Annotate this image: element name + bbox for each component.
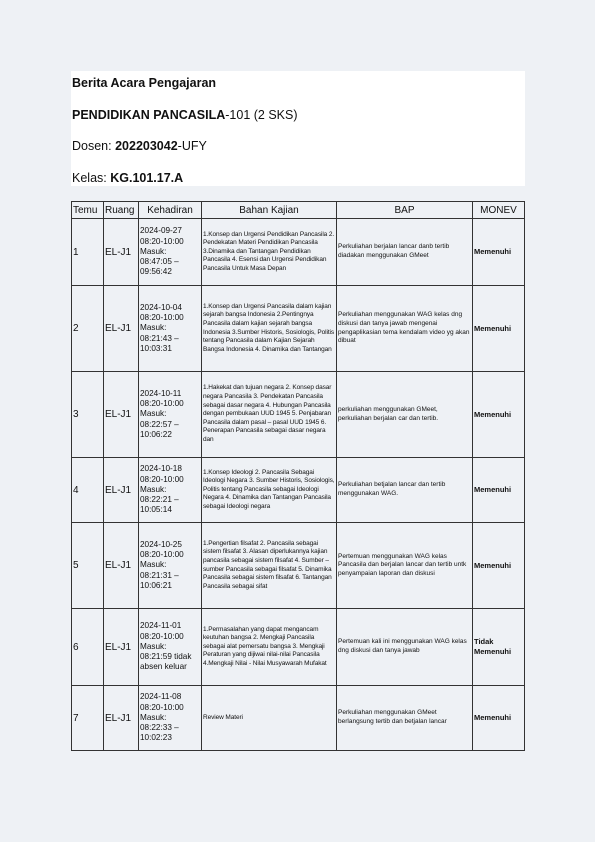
monev-cell: Memenuhi bbox=[473, 219, 525, 286]
bap-cell: Pertemuan menggunakan WAG kelas Pancasila dan berjalan lancar dan tertib untk penyampaian laporan dan diskusi bbox=[337, 523, 473, 609]
room-cell: EL-J1 bbox=[104, 523, 139, 609]
bap-cell: Perkuliahan berjalan lancar danb tertib diadakan menggunakan GMeet bbox=[337, 219, 473, 286]
header-bap: BAP bbox=[337, 202, 473, 219]
attendance-cell: 2024-10-04 08:20-10:00 Masuk: 08:21:43 –10:03:31 bbox=[139, 286, 202, 372]
room-cell: EL-J1 bbox=[104, 686, 139, 751]
table-header-row bbox=[72, 202, 525, 219]
course-name: PENDIDIKAN PANCASILA bbox=[72, 108, 226, 122]
bap-cell: Perkuliahan menggunakan GMeet berlangsung tertib dan betjalan lancar bbox=[337, 686, 473, 751]
room-cell: EL-J1 bbox=[104, 372, 139, 458]
bap-cell: Perkuliahan menggunakan WAG kelas dng diskusi dan tanya jawab mengenai pengaplikasian tema kendalam video yg akan dibuat bbox=[337, 286, 473, 372]
topic-cell: 1.Konsep Ideologi 2. Pancasila Sebagai Ideologi Negara 3. Sumber Historis, Sosiologis, Politis tentang Pancasila sebagai Ideologi Negara 4. Dinamika dan Tantangan Pancasila sebagai Ideologi negara bbox=[202, 458, 337, 523]
topic-cell: 1.Permasalahan yang dapat mengancam keutuhan bangsa 2. Mengkaji Pancasila sebagai alat pemersatu bangsa 3. Mengkaji Peraturan yang dijiwai nilai-nilai Pancasila 4.Mengkaji Nilai - Nilai Musyawarah Mufakat bbox=[202, 609, 337, 686]
attendance-cell: 2024-10-11 08:20-10:00 Masuk: 08:22:57 – 10:06:22 bbox=[139, 372, 202, 458]
topic-cell: 1.Konsep dan Urgensi Pendidikan Pancasila 2. Pendekatan Materi Pendidikan Pancasila 3.Dinamika dan Tantangan Pendidikan Pancasila 4. Esensi dan Urgensi Pendidikan Pancasila Untuk Masa Depan bbox=[202, 219, 337, 286]
attendance-cell: 2024-11-01 08:20-10:00 Masuk: 08:21:59 tidak absen keluar bbox=[139, 609, 202, 686]
header-meeting: Temu bbox=[72, 202, 104, 219]
monev-cell: Memenuhi bbox=[473, 686, 525, 751]
topic-cell: Review Materi bbox=[202, 686, 337, 751]
lecturer-line bbox=[72, 138, 207, 154]
monev-cell: Memenuhi bbox=[473, 458, 525, 523]
meeting-number: 4 bbox=[72, 458, 104, 523]
monev-cell: Memenuhi bbox=[473, 286, 525, 372]
room-cell: EL-J1 bbox=[104, 286, 139, 372]
attendance-cell: 2024-10-25 08:20-10:00 Masuk: 08:21:31 –10:06:21 bbox=[139, 523, 202, 609]
room-cell: EL-J1 bbox=[104, 458, 139, 523]
header-monev: MONEV bbox=[473, 202, 525, 219]
table-row bbox=[72, 686, 525, 751]
lecturer-suffix: -UFY bbox=[177, 139, 207, 153]
meeting-number: 6 bbox=[72, 609, 104, 686]
monev-cell: Memenuhi bbox=[473, 372, 525, 458]
bap-cell: perkuliahan menggunakan GMeet, perkuliahan berjalan car dan tertib. bbox=[337, 372, 473, 458]
topic-cell: 1.Hakekat dan tujuan negara 2. Konsep dasar negara Pancasila 3. Pendekatan Pancasila sebagai dasar negara 4. Hubungan Pancasila dengan pembukaan UUD 1945 5. Penjabaran Pancasila dalam pasal – pasal UUD 1945 6. Penerapan Pancasila sebagai dasar negara dan bbox=[202, 372, 337, 458]
table-row bbox=[72, 523, 525, 609]
attendance-cell: 2024-09-27 08:20-10:00 Masuk: 08:47:05 – 09:56:42 bbox=[139, 219, 202, 286]
bap-cell: Pertemuan kali ini menggunakan WAG kelas dng diskusi dan tanya jawab bbox=[337, 609, 473, 686]
header-topic: Bahan Kajian bbox=[202, 202, 337, 219]
meeting-number: 5 bbox=[72, 523, 104, 609]
document-title: Berita Acara Pengajaran bbox=[72, 76, 217, 90]
header-section bbox=[71, 71, 525, 186]
class-value: KG.101.17.A bbox=[110, 171, 184, 185]
table-row bbox=[72, 372, 525, 458]
room-cell: EL-J1 bbox=[104, 609, 139, 686]
monev-cell: Memenuhi bbox=[473, 523, 525, 609]
topic-cell: 1.Pengertian filsafat 2. Pancasila sebagai sistem filsafat 3. Alasan diperlukannya kajian pancasila sebagai sistem filsafat 4. Sumber – sumber Pancasila sebagai filsafat 5. Dinamika Pancasila sebagai sistem filsafat 6. Tantangan Pancasila sebagai sifat bbox=[202, 523, 337, 609]
room-cell: EL-J1 bbox=[104, 219, 139, 286]
class-label: Kelas: bbox=[72, 171, 111, 185]
course-line bbox=[72, 107, 298, 123]
lecturer-label: Dosen: bbox=[72, 139, 116, 153]
meeting-number: 2 bbox=[72, 286, 104, 372]
lecturer-id: 202203042 bbox=[115, 139, 178, 153]
meeting-number: 1 bbox=[72, 219, 104, 286]
course-code: -101 (2 SKS) bbox=[225, 108, 298, 122]
table-row bbox=[72, 219, 525, 286]
bap-cell: Perkuliahan betjalan lancar dan tertib menggunakan WAG. bbox=[337, 458, 473, 523]
table-row bbox=[72, 609, 525, 686]
header-room: Ruang bbox=[104, 202, 139, 219]
meeting-number: 7 bbox=[72, 686, 104, 751]
teaching-record-table bbox=[71, 201, 525, 751]
meeting-number: 3 bbox=[72, 372, 104, 458]
class-line bbox=[72, 170, 183, 186]
topic-cell: 1.Konsep dan Urgensi Pancasila dalam kajian sejarah bangsa Indonesia 2.Pentingnya Pancasila dalam kajian sejarah bangsa Indonesia 3.Sumber Historis, Sosiologis, Politis tentang Pancasila dalam Kajian Sejarah Bangsa Indonesia 4. Dinamika dan Tantangan bbox=[202, 286, 337, 372]
table-row bbox=[72, 458, 525, 523]
table-row bbox=[72, 286, 525, 372]
attendance-cell: 2024-10-18 08:20-10:00 Masuk: 08:22:21 –10:05:14 bbox=[139, 458, 202, 523]
monev-cell: Tidak Memenuhi bbox=[473, 609, 525, 686]
header-attendance: Kehadiran bbox=[139, 202, 202, 219]
attendance-cell: 2024-11-08 08:20-10:00 Masuk: 08:22:33 – 10:02:23 bbox=[139, 686, 202, 751]
